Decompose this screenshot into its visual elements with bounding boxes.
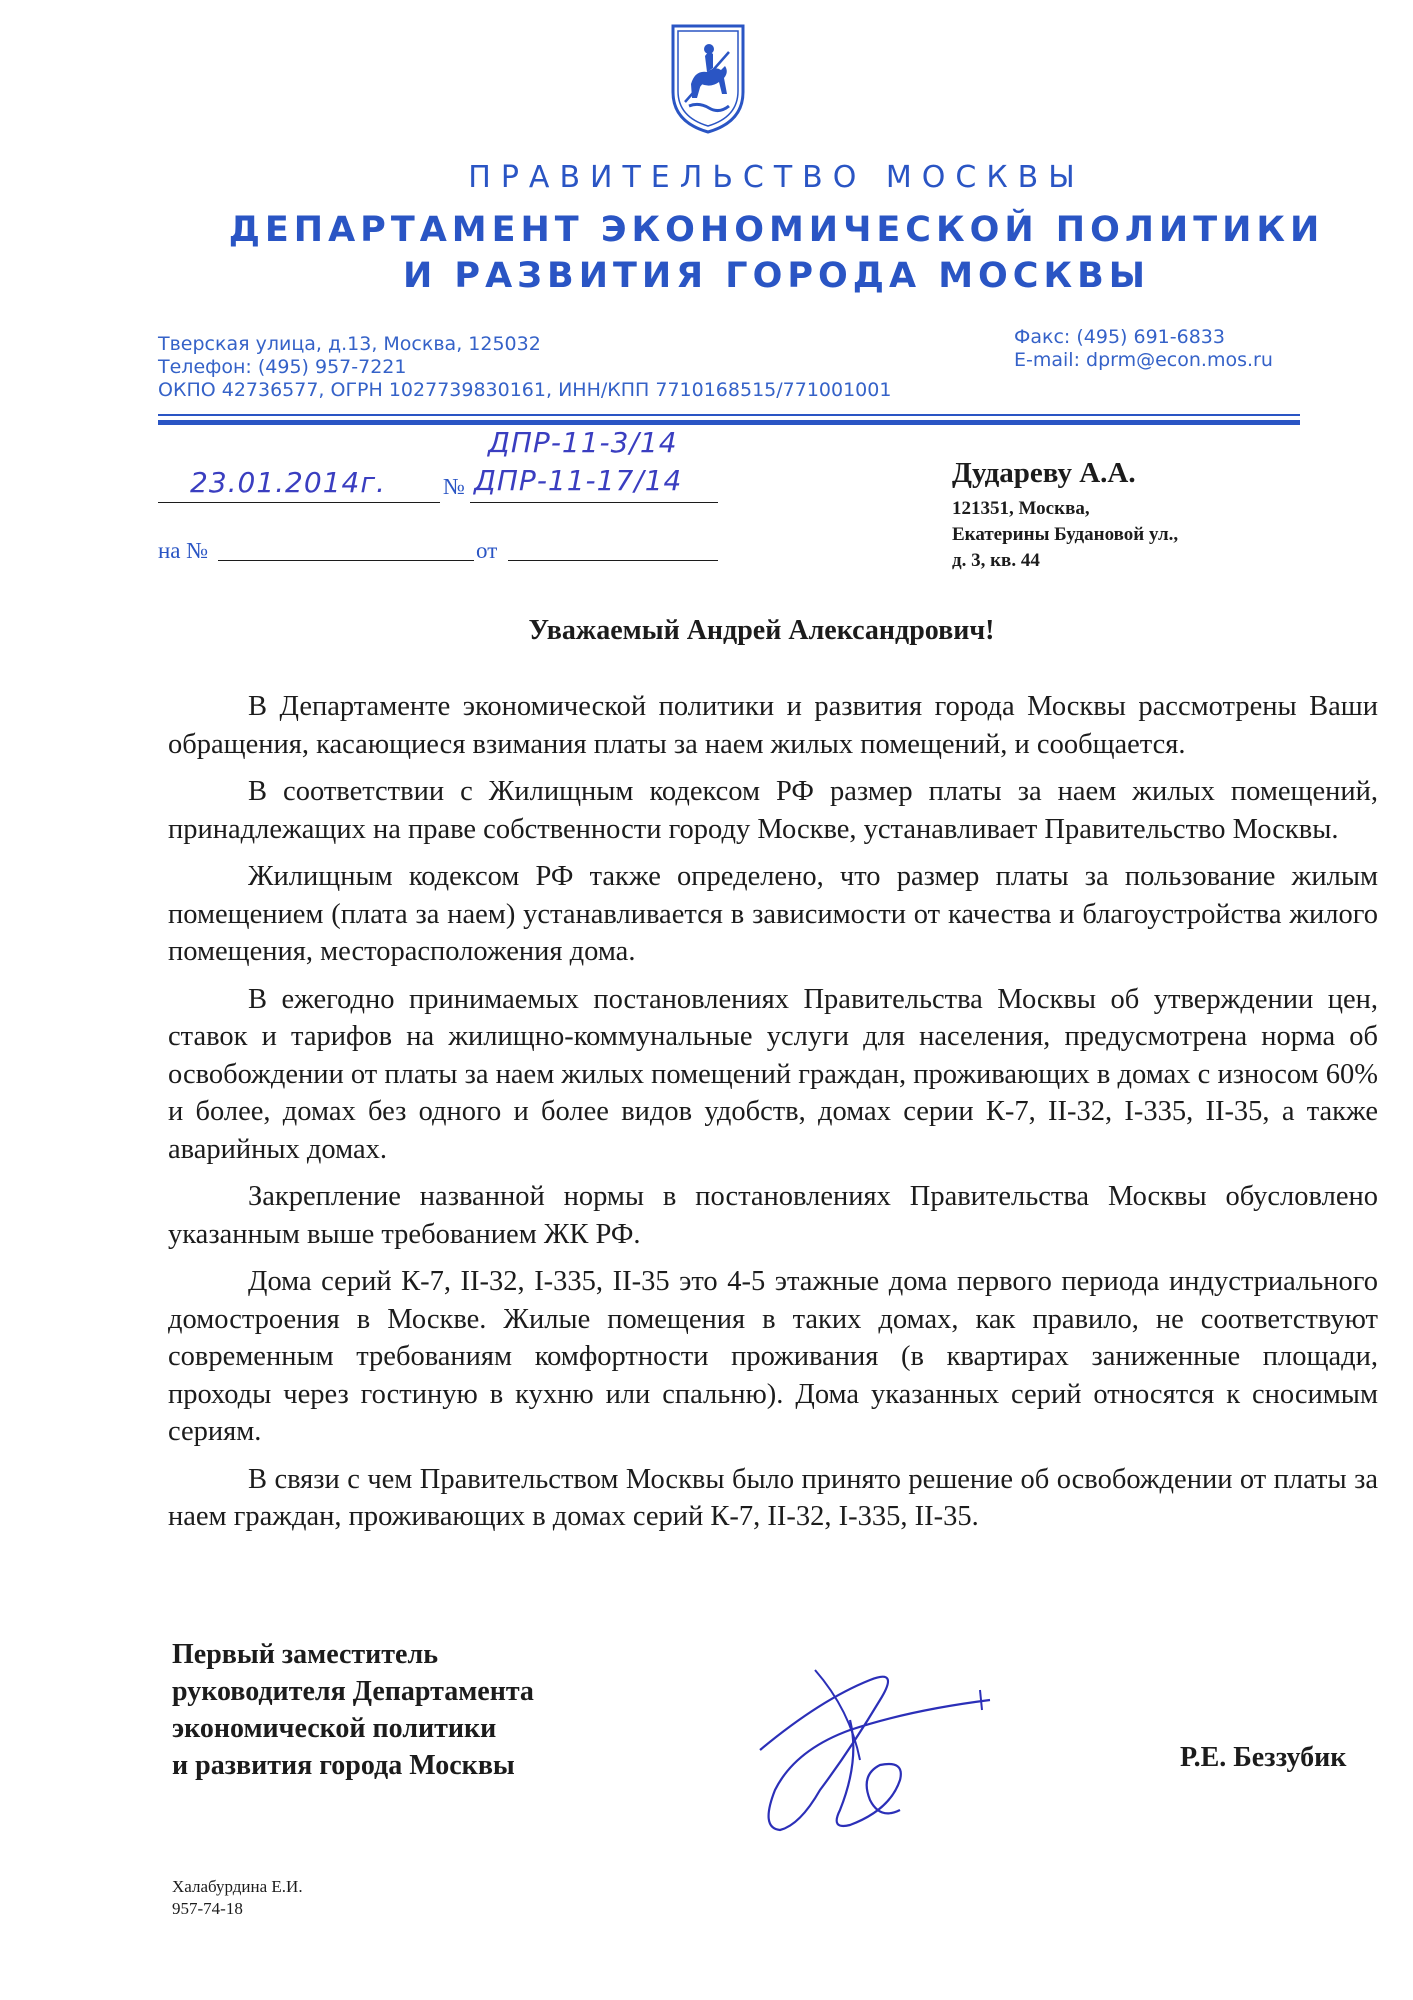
signer-position-line-1: Первый заместитель [172, 1639, 438, 1670]
signer-name: Р.Е. Беззубик [1180, 1742, 1347, 1773]
addressee-block [952, 457, 1178, 574]
addressee-line-1: 121351, Москва, [952, 498, 1090, 519]
body-paragraph: Жилищным кодексом РФ также определено, что размер платы за пользование жилым помещением (плата за наем) устанавливается в зависимости от качества и благоустройства жилого помещения, месторасположения дома. [168, 861, 1378, 967]
letterhead-divider-thin [158, 414, 1300, 416]
executor-name: Халабурдина Е.И. [172, 1877, 303, 1896]
department-contacts-right [1014, 326, 1273, 372]
moscow-coat-of-arms-icon [669, 22, 747, 136]
government-title: ПРАВИТЕЛЬСТВО МОСКВЫ [468, 160, 1085, 195]
department-phone: Телефон: (495) 957-7221 [158, 356, 407, 378]
from-label: от [476, 538, 498, 563]
department-title-line-2: И РАЗВИТИЯ ГОРОДА МОСКВЫ [402, 256, 1151, 296]
body-paragraph: В связи с чем Правительством Москвы было принято решение об освобождении от платы за наем граждан, проживающих в домах серий К-7, II-32, I-335, II-35. [168, 1463, 1378, 1532]
executor-phone: 957-74-18 [172, 1899, 243, 1918]
body-paragraph: В Департаменте экономической политики и развития города Москвы рассмотрены Ваши обращения, касающиеся взимания платы за наем жилых помещений, и сообщается. [168, 691, 1378, 760]
body-paragraph: В ежегодно принимаемых постановлениях Правительства Москвы об утверждении цен, ставок и тарифов на жилищно-коммунальные услуги для населения, предусмотрена норма об освобождении от платы за наем жилых помещений граждан, проживающих в домах с износом 60% и более, домах без одного и более видов удобств, домах серии К-7, II-32, I-335, II-35, а также аварийных домах. [168, 983, 1378, 1165]
number-label: № [443, 474, 465, 499]
handwritten-signature [700, 1640, 1030, 1840]
in-reply-underline [218, 560, 474, 561]
addressee-line-2: Екатерины Будановой ул., [952, 524, 1179, 545]
signer-position-line-3: экономической политики [172, 1713, 497, 1744]
department-email: E-mail: dprm@econ.mos.ru [1014, 349, 1273, 371]
addressee-line-3: д. 3, кв. 44 [952, 550, 1040, 571]
in-reply-label: на № [158, 538, 209, 563]
body-paragraph: Дома серий К-7, II-32, I-335, II-35 это 4-5 этажные дома первого периода индустриального домостроения в Москве. Жилые помещения в таких домах, как правило, не соответствуют современным требованиям комфортности проживания (в квартирах заниженные площади, проходы через гостиную в кухню или спальню). Дома указанных серий относятся к сносимым сериям. [168, 1266, 1378, 1447]
body-paragraph: Закрепление названной нормы в постановлениях Правительства Москвы обусловлено указанным выше требованием ЖК РФ. [168, 1181, 1378, 1250]
handwritten-date: 23.01.2014г. [190, 466, 386, 499]
department-fax: Факс: (495) 691-6833 [1014, 326, 1225, 348]
handwritten-number-top: ДПР-11-3/14 [488, 426, 678, 459]
department-registry-codes: ОКПО 42736577, ОГРН 1027739830161, ИНН/КПП 7710168515/771001001 [158, 379, 892, 401]
letter-body [168, 688, 1378, 1546]
from-underline [508, 560, 718, 561]
letterhead-divider-thick [158, 420, 1300, 425]
number-underline [470, 502, 718, 503]
addressee-name: Дудареву А.А. [952, 457, 1136, 489]
executor-info [172, 1876, 303, 1920]
date-underline [158, 502, 440, 503]
department-contacts [158, 333, 891, 402]
body-paragraph: В соответствии с Жилищным кодексом РФ размер платы за наем жилых помещений, принадлежащих на праве собственности городу Москве, устанавливает Правительство Москвы. [168, 776, 1378, 845]
signer-position [172, 1636, 534, 1784]
handwritten-number: ДПР-11-17/14 [474, 464, 683, 497]
signer-position-line-2: руководителя Департамента [172, 1676, 534, 1707]
signer-position-line-4: и развития города Москвы [172, 1750, 515, 1781]
department-title-line-1: ДЕПАРТАМЕНТ ЭКОНОМИЧЕСКОЙ ПОЛИТИКИ [228, 210, 1325, 250]
salutation: Уважаемый Андрей Александрович! [528, 615, 995, 646]
department-address: Тверская улица, д.13, Москва, 125032 [158, 333, 541, 355]
